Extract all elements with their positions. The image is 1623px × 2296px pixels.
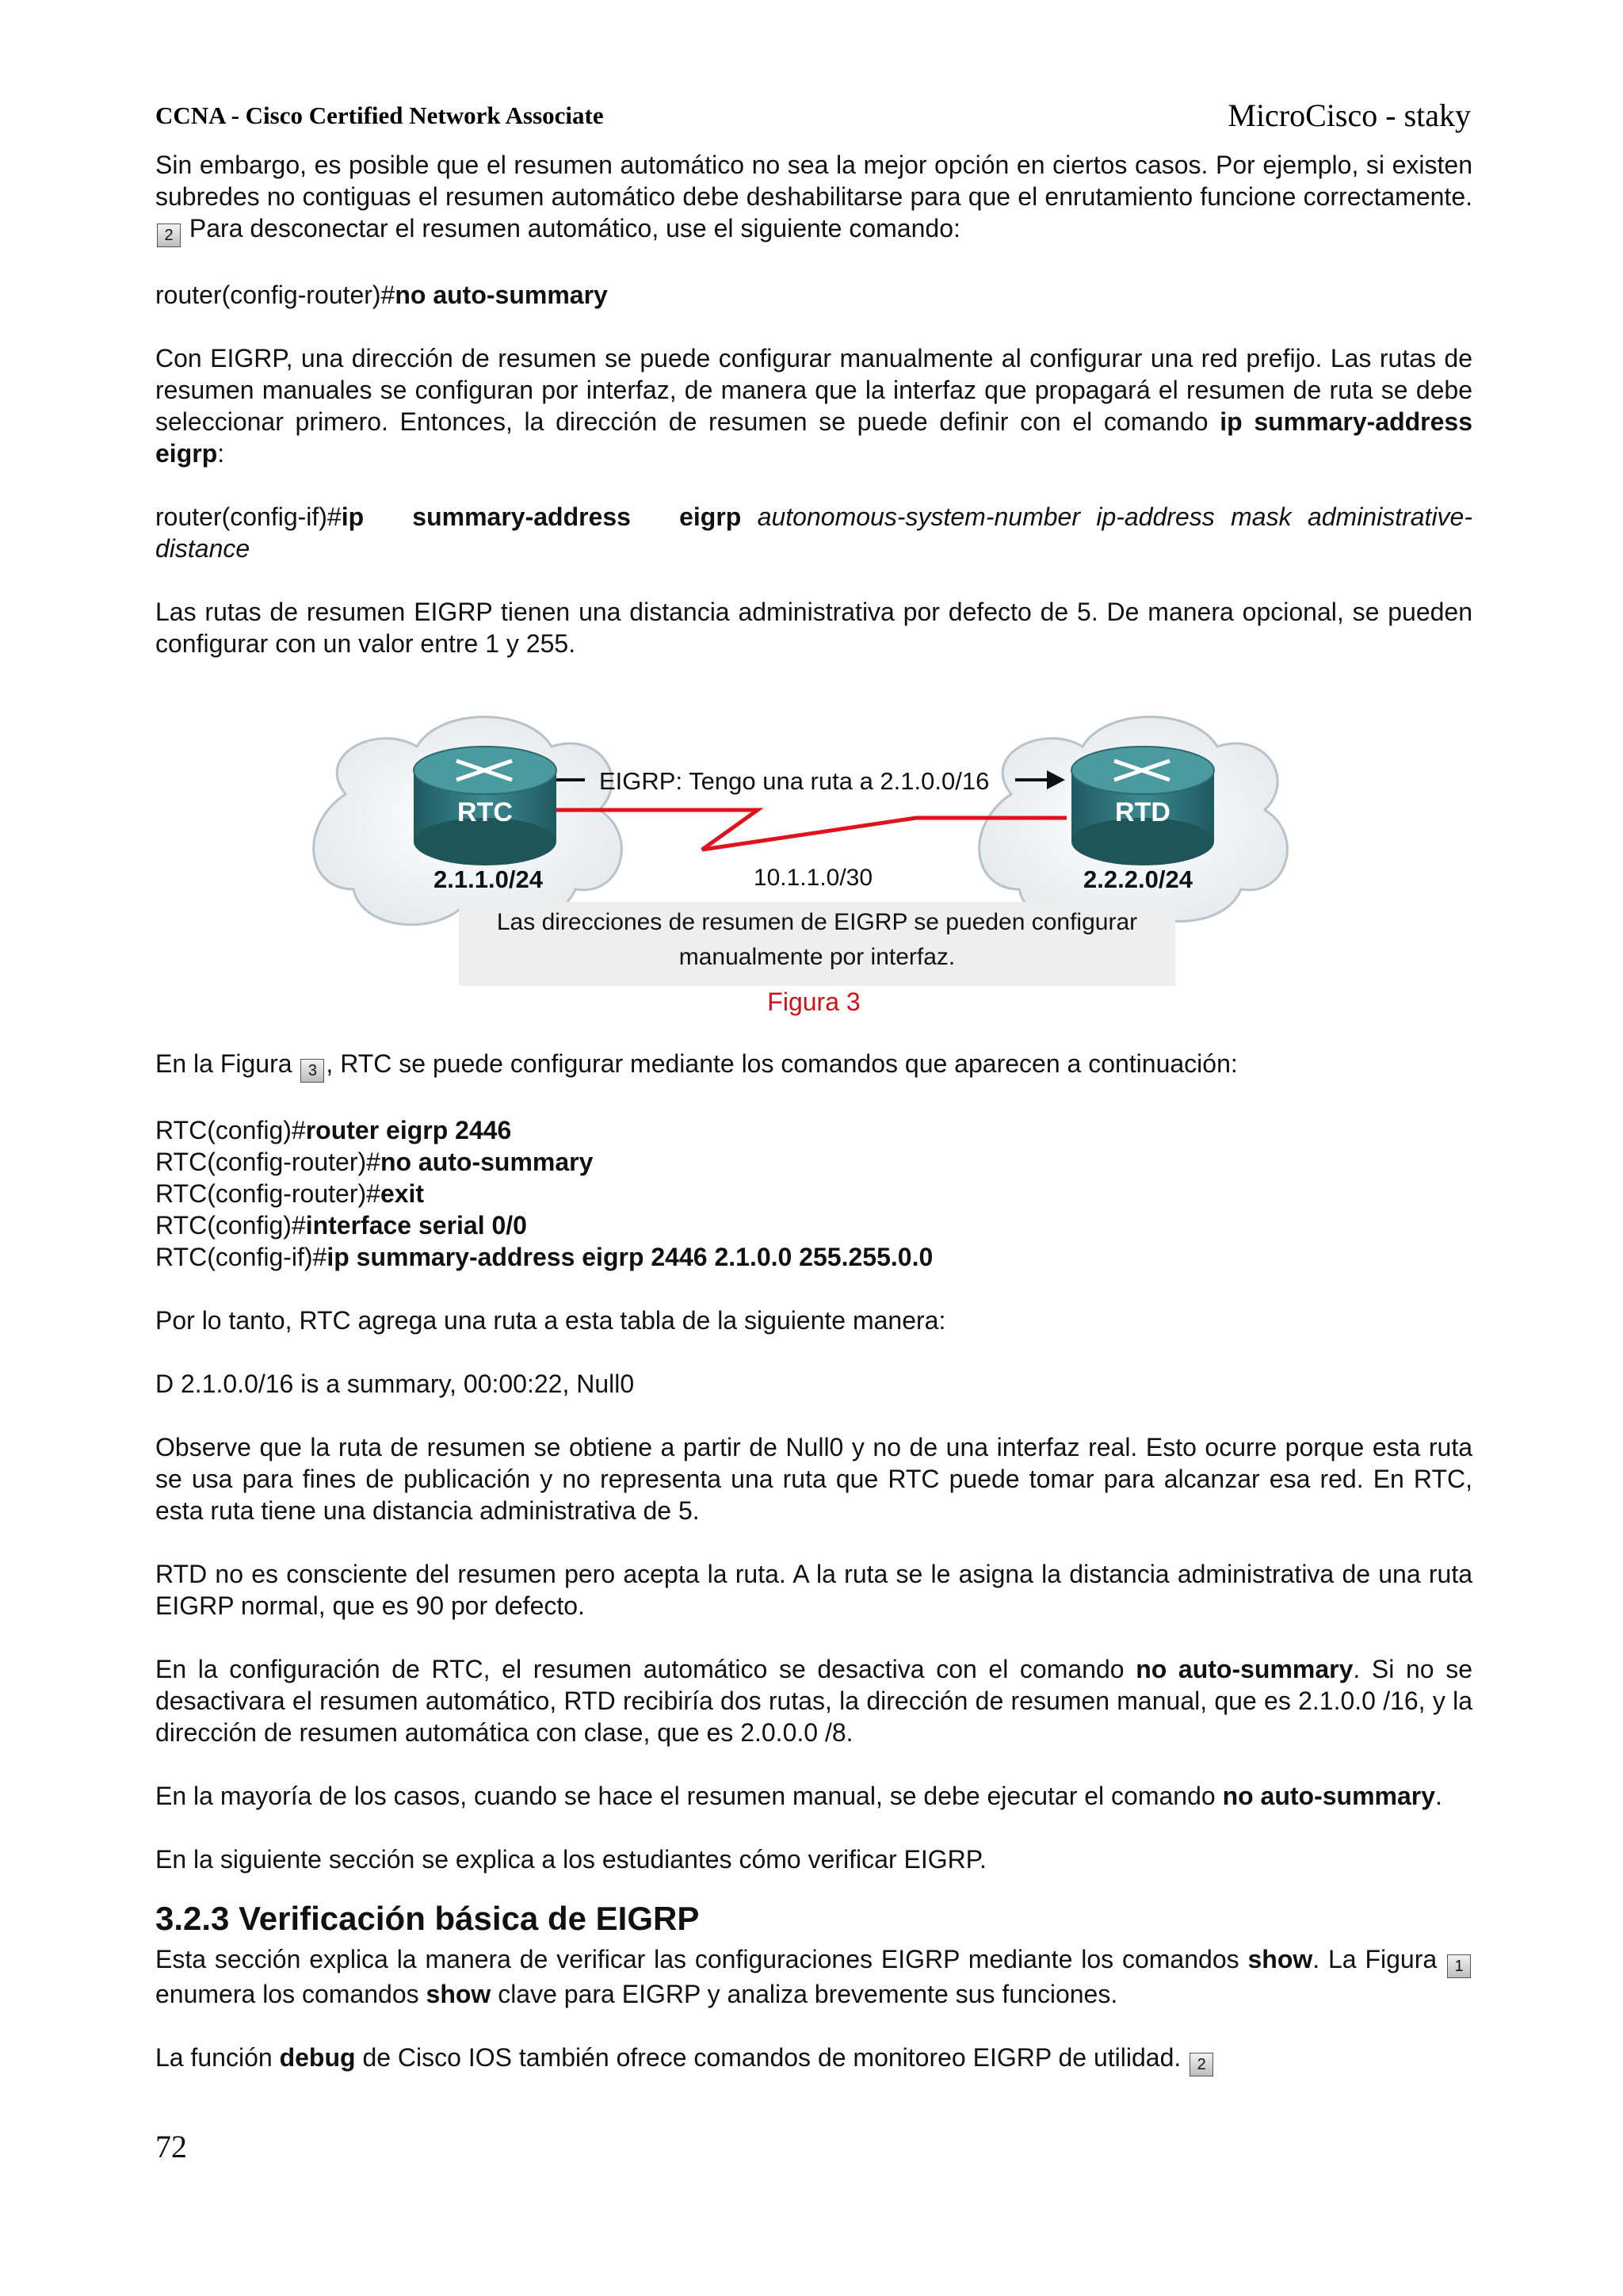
advertisement-label: EIGRP: Tengo una ruta a 2.1.0.0/16	[599, 767, 990, 795]
section-title: 3.2.3 Verificación básica de EIGRP	[155, 1900, 700, 1937]
serial-network-label: 10.1.1.0/30	[753, 865, 873, 891]
header-author: MicroCisco - staky	[1228, 97, 1471, 133]
paragraph-9: En la mayoría de los casos, cuando se hace el resumen manual, se debe ejecutar el comando no auto-summary.	[155, 1782, 1442, 1810]
command-line-2: router(config-if)#ip summary-address eigrp autonomous-system-number ip-address mask administrative-distance	[155, 502, 1473, 563]
figure-link-icon[interactable]: 3	[300, 1059, 324, 1083]
page-number: 72	[155, 2129, 187, 2164]
paragraph-2: Con EIGRP, una dirección de resumen se puede configurar manualmente al configurar una red prefijo. Las rutas de resumen manuales se configuran por interfaz, de manera que la interfaz que propagará el resumen de ruta se debe seleccionar primero. Entonces, la dirección de resumen se puede definir con el comando ip summary-address eigrp:	[155, 344, 1473, 468]
figure-caption: Las direcciones de resumen de EIGRP se pueden configurar manualmente por interfaz.	[496, 909, 1138, 970]
figure-link-icon[interactable]: 1	[1447, 1954, 1471, 1978]
paragraph-12: La función debug de Cisco IOS también ofrece comandos de monitoreo EIGRP de utilidad. 2	[155, 2042, 1472, 2076]
paragraph-10: En la siguiente sección se explica a los estudiantes cómo verificar EIGRP.	[155, 1845, 987, 1874]
router-rtd-icon	[1071, 747, 1214, 865]
router-label-right: RTD	[1115, 797, 1170, 827]
figure-number: Figura 3	[767, 988, 861, 1016]
config-line: RTC(config-router)#no auto-summary	[155, 1148, 594, 1176]
paragraph-4: En la Figura 3 , RTC se puede configurar mediante los comandos que aparecen a continuación:	[155, 1048, 1472, 1083]
paragraph-5: Por lo tanto, RTC agrega una ruta a esta tabla de la siguiente manera:	[155, 1306, 946, 1335]
router-rtc-icon	[414, 747, 556, 865]
config-line: RTC(config-if)#ip summary-address eigrp 2446 2.1.0.0 255.255.0.0	[155, 1243, 934, 1271]
figure-3	[155, 691, 1472, 1024]
network-right-label: 2.2.2.0/24	[1083, 865, 1193, 893]
figure-link-icon[interactable]: 2	[157, 223, 181, 247]
config-line: RTC(config-router)#exit	[155, 1179, 425, 1208]
network-left-label: 2.1.1.0/24	[433, 865, 543, 893]
paragraph-8: En la configuración de RTC, el resumen automático se desactiva con el comando no auto-summary. Si no se desactivara el resumen automático, RTD recibiría dos rutas, la dirección de resumen manual, que es 2.1.0.0 /16, y la dirección de resumen automática con clase, que es 2.0.0.0 /8.	[155, 1655, 1473, 1747]
paragraph-6: Observe que la ruta de resumen se obtiene a partir de Null0 y no de una interfaz real. Esto ocurre porque esta ruta se usa para fines de publicación y no representa una ruta que RTC puede tomar para alcanzar esa red. En RTC, esta ruta tiene una distancia administrativa de 5.	[155, 1433, 1472, 1525]
config-line: RTC(config)#router eigrp 2446	[155, 1116, 512, 1144]
header-title: CCNA - Cisco Certified Network Associate	[155, 101, 604, 129]
route-entry: D 2.1.0.0/16 is a summary, 00:00:22, Null0	[155, 1370, 635, 1398]
paragraph-1: Sin embargo, es posible que el resumen automático no sea la mejor opción en ciertos casos. Por ejemplo, si existen subredes no contiguas el resumen automático debe deshabilitarse para que el enrutamiento funcione correctamente. 2 Para desconectar el resumen automático, use el siguiente comando:	[155, 149, 1472, 247]
paragraph-11: Esta sección explica la manera de verificar las configuraciones EIGRP mediante los comandos show. La Figura 1 enumera los comandos show clave para EIGRP y analiza brevemente sus funciones.	[155, 1943, 1472, 2010]
router-label-left: RTC	[457, 797, 513, 827]
command-line-1: router(config-router)#no auto-summary	[155, 281, 608, 309]
config-block	[155, 1114, 1472, 1273]
paragraph-3: Las rutas de resumen EIGRP tienen una distancia administrativa por defecto de 5. De manera opcional, se pueden configurar con un valor entre 1 y 255.	[155, 598, 1472, 658]
page-content	[155, 149, 1472, 2108]
figure-link-icon[interactable]: 2	[1190, 2053, 1213, 2076]
paragraph-7: RTD no es consciente del resumen pero acepta la ruta. A la ruta se le asigna la distancia administrativa de una ruta EIGRP normal, que es 90 por defecto.	[155, 1560, 1472, 1620]
config-line: RTC(config)#interface serial 0/0	[155, 1211, 527, 1240]
